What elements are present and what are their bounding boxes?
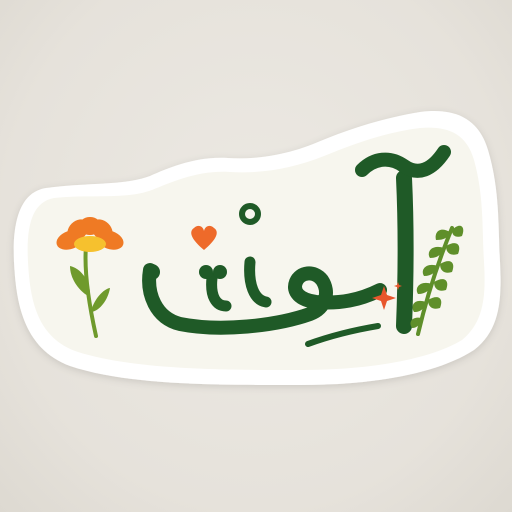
letter-alef [404,178,406,326]
dot-3 [213,265,227,279]
flower-center [74,236,106,252]
dot-1 [144,264,160,280]
dot-2 [199,265,213,279]
